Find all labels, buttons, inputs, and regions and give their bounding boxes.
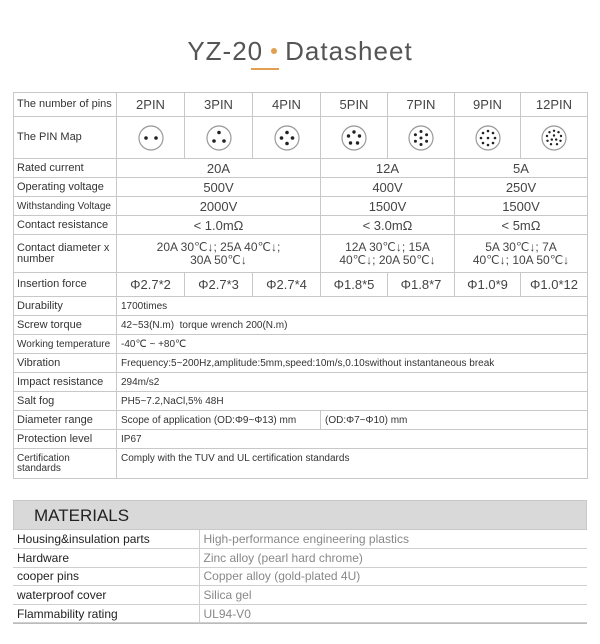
salt-fog-label: Salt fog [14,392,117,411]
title-text: Datasheet [285,36,413,66]
operating-voltage-g3: 250V [455,178,588,197]
table-row [14,273,588,297]
9-pin-map-icon [474,124,502,152]
table-row [14,197,588,216]
material-key: Flammability rating [13,604,199,623]
contact-diameter-label: Contact diameter x number [14,235,117,273]
pin-count: 9PIN [455,93,521,117]
contact-resistance-label: Contact resistance [14,216,117,235]
spec-table [13,92,588,479]
durability-value: 1700times [117,297,588,316]
withstanding-voltage-g1: 2000V [117,197,321,216]
contact-diameter-g3 [455,235,588,273]
certification-label: Certification standards [14,449,117,479]
contact-diameter-g2-line1: 12A 30℃↓; 15A [345,239,430,254]
insertion-force-value: Φ2.7*4 [253,273,321,297]
table-row [14,159,588,178]
table-row [14,235,588,273]
table-row [13,586,587,605]
diameter-range-value-2: (OD:Φ7~Φ10) mm [321,411,588,430]
protection-level-label: Protection level [14,430,117,449]
rated-current-label: Rated current [14,159,117,178]
pin-count: 12PIN [521,93,588,117]
pin-count: 3PIN [185,93,253,117]
model-name: YZ-20 [187,36,264,66]
insertion-force-value: Φ2.7*2 [117,273,185,297]
material-value: Silica gel [199,586,587,605]
table-row [14,93,588,117]
contact-diameter-g1-line1: 20A 30℃↓; 25A 40℃↓; [156,239,281,254]
table-row [13,604,587,623]
materials-section [13,500,587,624]
screw-torque-value: 42~53(N.m) torque wrench 200(N.m) [117,316,588,335]
insertion-force-value: Φ2.7*3 [185,273,253,297]
table-row [14,354,588,373]
insertion-force-value: Φ1.0*12 [521,273,588,297]
4-pin-map-icon [273,124,301,152]
pin-map-cell [388,117,455,159]
material-value: Zinc alloy (pearl hard chrome) [199,549,587,568]
table-row [14,373,588,392]
table-row [13,567,587,586]
material-key: Hardware [13,549,199,568]
material-value: UL94-V0 [199,604,587,623]
materials-table [13,530,587,623]
material-value: High-performance engineering plastics [199,530,587,549]
withstanding-voltage-label: Withstanding Voltage [14,197,117,216]
contact-resistance-g2: < 3.0mΩ [321,216,455,235]
table-row [14,449,588,479]
3-pin-map-icon [205,124,233,152]
pin-count: 7PIN [388,93,455,117]
pin-map-label: The PIN Map [14,117,117,159]
contact-diameter-g2 [321,235,455,273]
working-temperature-value: -40℃ ~ +80℃ [117,335,588,354]
table-row [14,411,588,430]
material-key: Housing&insulation parts [13,530,199,549]
diameter-range-value-1: Scope of application (OD:Φ9~Φ13) mm [117,411,321,430]
table-row [14,216,588,235]
protection-level-value: IP67 [117,430,588,449]
table-row [14,297,588,316]
contact-diameter-g1-line2: 30A 50℃↓ [190,252,247,267]
pins-label: The number of pins [14,93,117,117]
withstanding-voltage-g3: 1500V [455,197,588,216]
contact-diameter-g3-line1: 5A 30℃↓; 7A [485,239,557,254]
insertion-force-label: Insertion force [14,273,117,297]
pin-map-cell [253,117,321,159]
operating-voltage-label: Operating voltage [14,178,117,197]
table-row [13,530,587,549]
impact-resistance-value: 294m/s2 [117,373,588,392]
pin-map-cell [455,117,521,159]
vibration-value: Frequency:5~200Hz,amplitude:5mm,speed:10m/s,0.10swithout instantaneous break [117,354,588,373]
pin-count: 5PIN [321,93,388,117]
pin-count: 4PIN [253,93,321,117]
materials-heading: MATERIALS [13,500,587,530]
pin-count: 2PIN [117,93,185,117]
insertion-force-value: Φ1.8*5 [321,273,388,297]
certification-value: Comply with the TUV and UL certification standards [117,449,588,479]
withstanding-voltage-g2: 1500V [321,197,455,216]
title-underline [251,68,279,70]
salt-fog-value: PH5~7.2,NaCl,5% 48H [117,392,588,411]
table-row [14,430,588,449]
material-key: cooper pins [13,567,199,586]
contact-diameter-g1 [117,235,321,273]
7-pin-map-icon [407,124,435,152]
screw-torque-label: Screw torque [14,316,117,335]
impact-resistance-label: Impact resistance [14,373,117,392]
material-value: Copper alloy (gold-plated 4U) [199,567,587,586]
contact-resistance-g1: < 1.0mΩ [117,216,321,235]
contact-diameter-g3-line2: 40℃↓; 10A 50℃↓ [472,252,570,267]
pin-map-cell [185,117,253,159]
table-row [14,316,588,335]
rated-current-g2: 12A [321,159,455,178]
diameter-range-label: Diameter range [14,411,117,430]
separator-dot-icon [271,48,277,54]
table-row [14,392,588,411]
2-pin-map-icon [137,124,165,152]
table-row [14,335,588,354]
operating-voltage-g1: 500V [117,178,321,197]
table-row [14,178,588,197]
contact-resistance-g3: < 5mΩ [455,216,588,235]
contact-diameter-g2-line2: 40℃↓; 20A 50℃↓ [339,252,436,267]
rated-current-g1: 20A [117,159,321,178]
pin-map-cell [521,117,588,159]
table-row [14,117,588,159]
pin-map-cell [117,117,185,159]
operating-voltage-g2: 400V [321,178,455,197]
insertion-force-value: Φ1.8*7 [388,273,455,297]
12-pin-map-icon [540,124,568,152]
5-pin-map-icon [340,124,368,152]
material-key: waterproof cover [13,586,199,605]
rated-current-g3: 5A [455,159,588,178]
materials-bottom-rule [13,623,587,624]
durability-label: Durability [14,297,117,316]
page-title [0,36,600,67]
pin-map-cell [321,117,388,159]
insertion-force-value: Φ1.0*9 [455,273,521,297]
table-row [13,549,587,568]
vibration-label: Vibration [14,354,117,373]
working-temperature-label: Working temperature [14,335,117,354]
